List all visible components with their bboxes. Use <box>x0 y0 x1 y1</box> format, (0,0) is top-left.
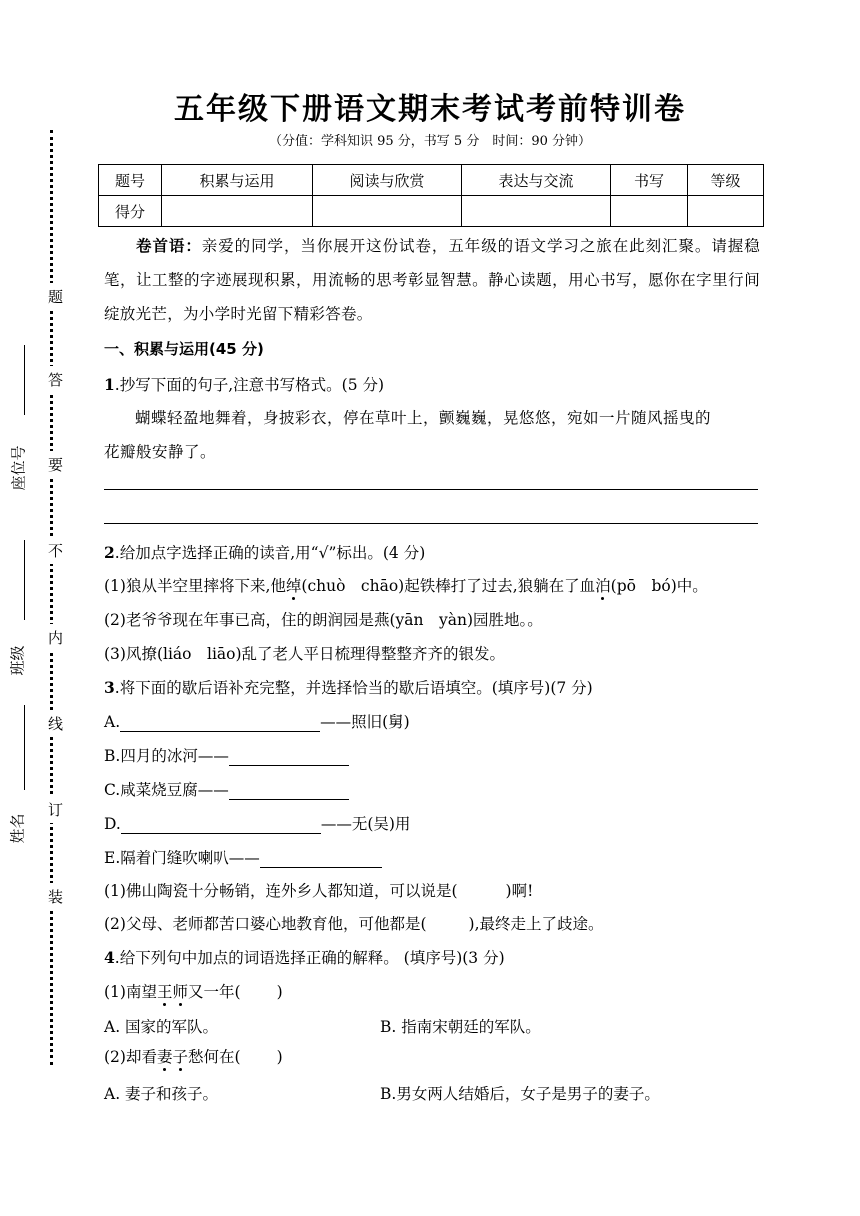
table-cell: 得分 <box>99 196 162 227</box>
seat-number-field[interactable] <box>24 345 25 415</box>
q3-sub-2 <box>104 912 604 934</box>
intro-label: 卷首语： <box>136 236 202 255</box>
question-number: 2 <box>104 543 115 562</box>
fill-blank[interactable] <box>120 713 320 732</box>
item-text: ) <box>276 983 283 1001</box>
dotted-char: 子 <box>172 1045 188 1067</box>
option-text: E.隔着门缝吹喇叭—— <box>104 849 260 867</box>
score-input-cell[interactable] <box>162 196 313 227</box>
table-cell: 等级 <box>688 165 764 196</box>
answer-line[interactable] <box>104 523 758 524</box>
option-label: A. <box>104 713 121 731</box>
binding-char: 订 <box>48 796 63 823</box>
score-input-cell[interactable] <box>688 196 764 227</box>
question-text: .给下列句中加点的词语选择正确的解释。 (填序号)(3 分) <box>114 949 505 967</box>
dotted-char: 王 <box>157 980 173 1002</box>
table-cell: 表达与交流 <box>462 165 611 196</box>
section-heading: 一、积累与运用(45 分) <box>104 340 264 358</box>
score-input-cell[interactable] <box>462 196 611 227</box>
table-cell: 题号 <box>99 165 162 196</box>
binding-char: 答 <box>48 366 63 393</box>
intro-text: 亲爱的同学，当你展开这份试卷，五年级的语文学习之旅在此刻汇聚。请握稳笔，让工整的字迹展现积累，用流畅的思考彰显智慧。静心读题，用心书写，愿你在字里行间绽放光芒，为小学时光留下精彩答卷。 <box>104 237 761 323</box>
item-text: (1)狼从半空里摔将下来,他 <box>104 577 286 595</box>
question-2 <box>104 541 425 563</box>
item-text: (pō bó)中。 <box>610 577 708 595</box>
question-text: .将下面的歇后语补充完整，并选择恰当的歇后语填空。(填序号)(7 分) <box>114 679 593 697</box>
option-text: ——照旧(舅) <box>320 713 410 731</box>
item-text: (chuò chāo)起铁棒打了过去,狼躺在了血 <box>301 577 596 595</box>
q3-option-c <box>104 778 349 800</box>
option-label: D. <box>104 815 121 833</box>
q4-sub1-option-b: B. 指南宋朝廷的军队。 <box>380 1018 541 1036</box>
item-text: (2)父母、老师都苦口婆心地教育他，可他都是( <box>104 915 427 933</box>
q4-sub2-option-a: A. 妻子和孩子。 <box>104 1085 219 1103</box>
page-subtitle: （分值：学科知识 95 分，书写 5 分 时间：90 分钟） <box>268 134 592 149</box>
intro-paragraph <box>104 229 760 331</box>
name-field[interactable] <box>24 705 25 790</box>
q3-option-a <box>104 710 410 732</box>
item-text: 愁何在( <box>188 1048 241 1066</box>
binding-char: 装 <box>48 883 63 910</box>
page-title: 五年级下册语文期末考试考前特训卷 <box>174 92 686 127</box>
score-table <box>98 164 764 227</box>
question-number: 1 <box>104 375 115 394</box>
q1-sentence-line2: 花瓣般安静了。 <box>104 443 217 461</box>
item-text: )啊! <box>505 882 534 900</box>
option-text: C.咸菜烧豆腐—— <box>104 781 229 799</box>
binding-char: 线 <box>48 710 63 737</box>
q2-item-3: (3)风撩(liáo liāo)乱了老人平日梳理得整整齐齐的银发。 <box>104 645 506 663</box>
item-text: (2)却看 <box>104 1048 157 1066</box>
item-text: ) <box>276 1048 283 1066</box>
fill-blank[interactable] <box>229 747 349 766</box>
item-text: 又一年( <box>188 983 241 1001</box>
q2-item-1 <box>104 574 708 596</box>
table-cell: 阅读与欣赏 <box>313 165 462 196</box>
question-number: 3 <box>104 678 115 697</box>
table-cell: 积累与运用 <box>162 165 313 196</box>
binding-char: 内 <box>48 624 63 651</box>
fill-blank[interactable] <box>229 781 349 800</box>
item-text: (1)南望 <box>104 983 157 1001</box>
q1-sentence-line1: 蝴蝶轻盈地舞着，身披彩衣，停在草叶上，颤巍巍，晃悠悠，宛如一片随风摇曳的 <box>135 409 712 427</box>
q2-item-2: (2)老爷爷现在年事已高，住的朗润园是燕(yān yàn)园胜地。。 <box>104 611 543 629</box>
fill-blank[interactable] <box>260 849 382 868</box>
binding-char: 要 <box>48 451 63 478</box>
q4-sub2-option-b: B.男女两人结婚后，女子是男子的妻子。 <box>380 1085 660 1103</box>
question-3 <box>104 676 593 698</box>
binding-char: 不 <box>48 537 63 564</box>
question-1 <box>104 373 384 395</box>
binding-dotted-line <box>50 130 53 1065</box>
option-text: B.四月的冰河—— <box>104 747 229 765</box>
q3-option-e <box>104 846 382 868</box>
question-text: .给加点字选择正确的读音,用“√”标出。(4 分) <box>114 544 426 562</box>
dotted-char: 妻 <box>157 1045 173 1067</box>
q3-option-d <box>104 812 410 834</box>
item-text: (1)佛山陶瓷十分畅销，连外乡人都知道，可以说是( <box>104 882 458 900</box>
q4-sub-2 <box>104 1045 283 1067</box>
dotted-char: 绰 <box>286 574 302 596</box>
dotted-char: 泊 <box>595 574 611 596</box>
table-row <box>99 196 764 227</box>
binding-char: 题 <box>48 283 63 310</box>
item-text: ),最终走上了歧途。 <box>468 915 604 933</box>
answer-line[interactable] <box>104 489 758 490</box>
q3-sub-1 <box>104 879 533 901</box>
dotted-char: 师 <box>172 980 188 1002</box>
score-input-cell[interactable] <box>313 196 462 227</box>
score-input-cell[interactable] <box>611 196 688 227</box>
table-cell: 书写 <box>611 165 688 196</box>
q3-option-b <box>104 744 349 766</box>
question-number: 4 <box>104 948 115 967</box>
question-4 <box>104 946 505 968</box>
question-text: .抄写下面的句子,注意书写格式。(5 分) <box>114 376 385 394</box>
q4-sub-1 <box>104 980 283 1002</box>
class-field[interactable] <box>24 540 25 620</box>
option-text: ——无(吴)用 <box>320 815 411 833</box>
table-row <box>99 165 764 196</box>
q4-sub1-option-a: A. 国家的军队。 <box>104 1018 219 1036</box>
fill-blank[interactable] <box>121 815 321 834</box>
